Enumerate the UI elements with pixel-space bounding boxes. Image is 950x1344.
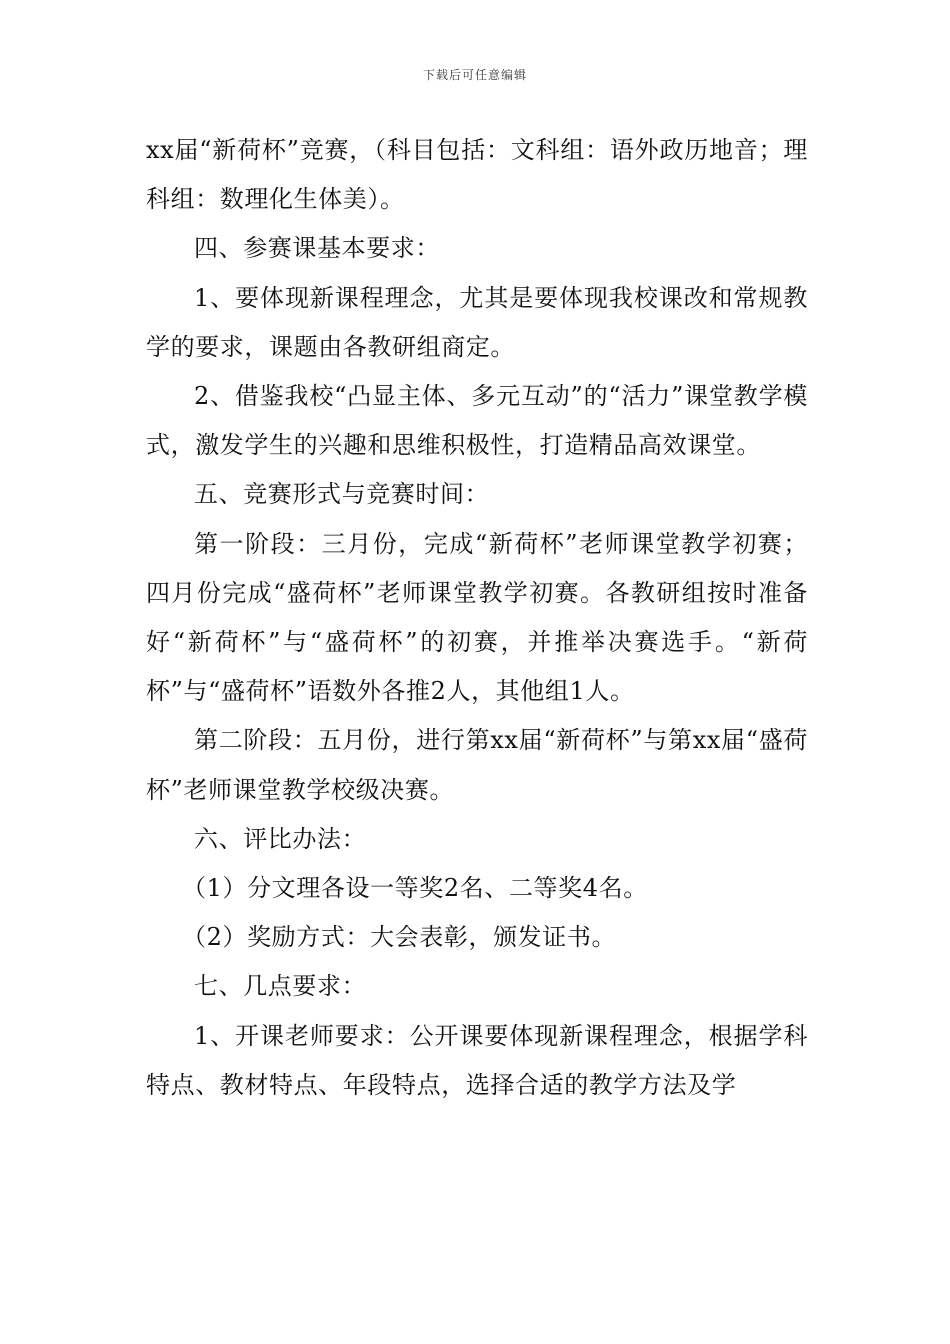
paragraph-stage-one: 第一阶段：三月份，完成“新荷杯”老师课堂教学初赛；四月份完成“盛荷杯”老师课堂教学初赛。各教研组按时准备好“新荷杯”与“盛荷杯”的初赛，并推举决赛选手。“新荷杯”与“盛荷杯”语数外各推2人，其他组1人。 (146, 529, 808, 706)
paragraph-teacher-requirement: 1、开课老师要求：公开课要体现新课程理念，根据学科特点、教材特点、年段特点，选择合适的教学方法及学 (146, 1021, 808, 1099)
paragraph-award-method: （2）奖励方式：大会表彰，颁发证书。 (182, 923, 617, 952)
paragraph-requirement-two: 2、借鉴我校“凸显主体、多元互动”的“活力”课堂教学模式，激发学生的兴趣和思维积极性，打造精品高效课堂。 (146, 382, 808, 460)
paragraph-stage-two: 第二阶段：五月份，进行第xx届“新荷杯”与第xx届“盛荷杯”老师课堂教学校级决赛。 (146, 726, 808, 804)
heading-section-six: 六、评比办法： (194, 824, 367, 853)
paragraph-competition-subjects: xx届“新荷杯”竞赛，（科目包括：文科组：语外政历地音；理科组：数理化生体美）。 (146, 136, 808, 214)
paragraph-requirement-one: 1、要体现新课程理念，尤其是要体现我校课改和常规教学的要求，课题由各教研组商定。 (146, 283, 808, 361)
page-header: 下载后可任意编辑 (422, 68, 527, 82)
heading-section-seven: 七、几点要求： (194, 972, 367, 1001)
heading-section-four: 四、参赛课基本要求： (194, 234, 440, 263)
heading-section-five: 五、竞赛形式与竞赛时间： (194, 480, 490, 509)
paragraph-award-count: （1）分文理各设一等奖2名、二等奖4名。 (182, 874, 648, 903)
document-body (146, 126, 808, 1110)
